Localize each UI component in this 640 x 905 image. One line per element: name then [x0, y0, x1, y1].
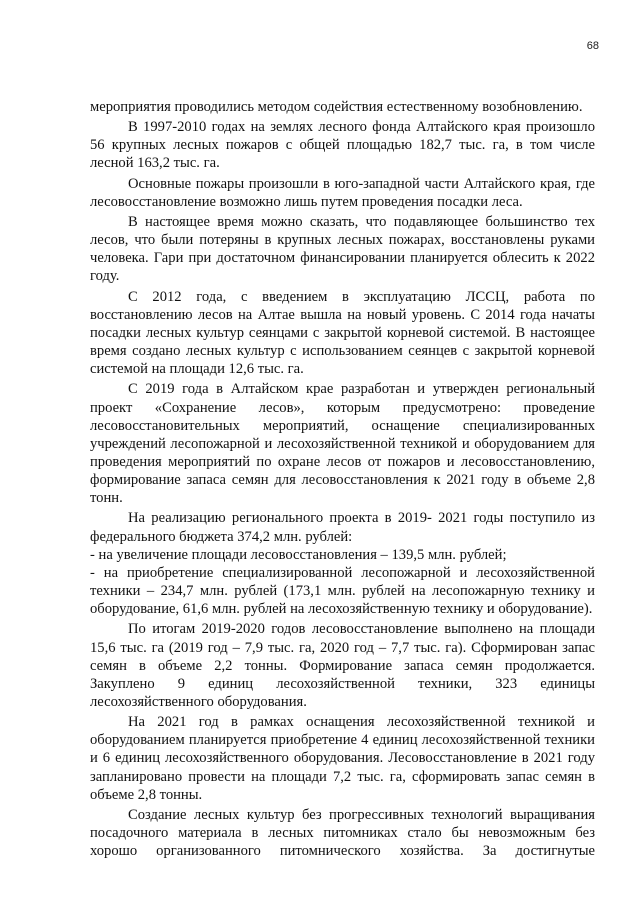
paragraph: На 2021 год в рамках оснащения лесохозяйственной техникой и оборудованием планируется приобретение 4 единиц лесохозяйственной техники и 6 единиц лесохозяйственного оборудования. Лесовосстановление в 2021 году запланировано провести на площади 7,2 тыс. га, сформировать запас семян в объеме 2,8 тонны. [90, 714, 595, 803]
page-number: 68 [586, 40, 599, 52]
paragraph: С 2012 года, с введением в эксплуатацию ЛССЦ, работа по восстановлению лесов на Алтае вышла на новый уровень. С 2014 года начаты посадки лесных культур сеянцами с закрытой корневой системой. В настоящее время создано лесных культур с использованием сеянцев с закрытой корневой системой на площади 12,6 тыс. га. [90, 288, 595, 378]
paragraph: С 2019 года в Алтайском крае разработан и утвержден региональный проект «Сохранение лесов», которым предусмотрено: проведение лесовосстановительных мероприятий, оснащение специализированных учреждений лесопожарной и лесохозяйственной техникой и оборудованием для проведения мероприятий по охране лесов от пожаров и лесовосстановлению, формирование запаса семян для лесовосстановления к 2021 году в объеме 2,8 тонн. [90, 381, 595, 507]
list-item: - на увеличение площади лесовосстановления – 139,5 млн. рублей; [90, 546, 507, 563]
paragraph: В 1997-2010 годах на землях лесного фонда Алтайского края произошло 56 крупных лесных пожаров с общей площадью 182,7 тыс. га, в том числе лесной 163,2 тыс. га. [90, 119, 595, 172]
document-body [90, 98, 595, 860]
paragraph: Основные пожары произошли в юго-западной части Алтайского края, где лесовосстановление возможно лишь путем проведения посадки леса. [90, 175, 595, 210]
paragraph: На реализацию регионального проекта в 2019- 2021 годы поступило из федерального бюджета 374,2 млн. рублей: [90, 510, 595, 545]
paragraph: В настоящее время можно сказать, что подавляющее большинство тех лесов, что были потеряны в крупных лесных пожарах, восстановлены руками человека. Гари при достаточном финансировании планируется облесить к 2022 году. [90, 213, 595, 285]
paragraph: мероприятия проводились методом содействия естественному возобновлению. [90, 99, 583, 115]
list-item: - на приобретение специализированной лесопожарной и лесохозяйственной техники – 234,7 млн. рублей (173,1 млн. рублей на лесопожарную технику и оборудование, 61,6 млн. рублей на лесохозяйственную технику и оборудование). [90, 564, 595, 618]
paragraph: Создание лесных культур без прогрессивных технологий выращивания посадочного материала в лесных питомниках стало бы невозможным без хорошо организованного питомнического хозяйства. За достигнутые [90, 806, 595, 860]
paragraph: По итогам 2019-2020 годов лесовосстановление выполнено на площади 15,6 тыс. га (2019 год – 7,9 тыс. га, 2020 год – 7,7 тыс. га). Сформирован запас семян в объеме 2,2 тонны. Формирование запаса семян продолжается. Закуплено 9 единиц лесохозяйственной техники, 323 единицы лесохозяйственного оборудования. [90, 621, 595, 710]
